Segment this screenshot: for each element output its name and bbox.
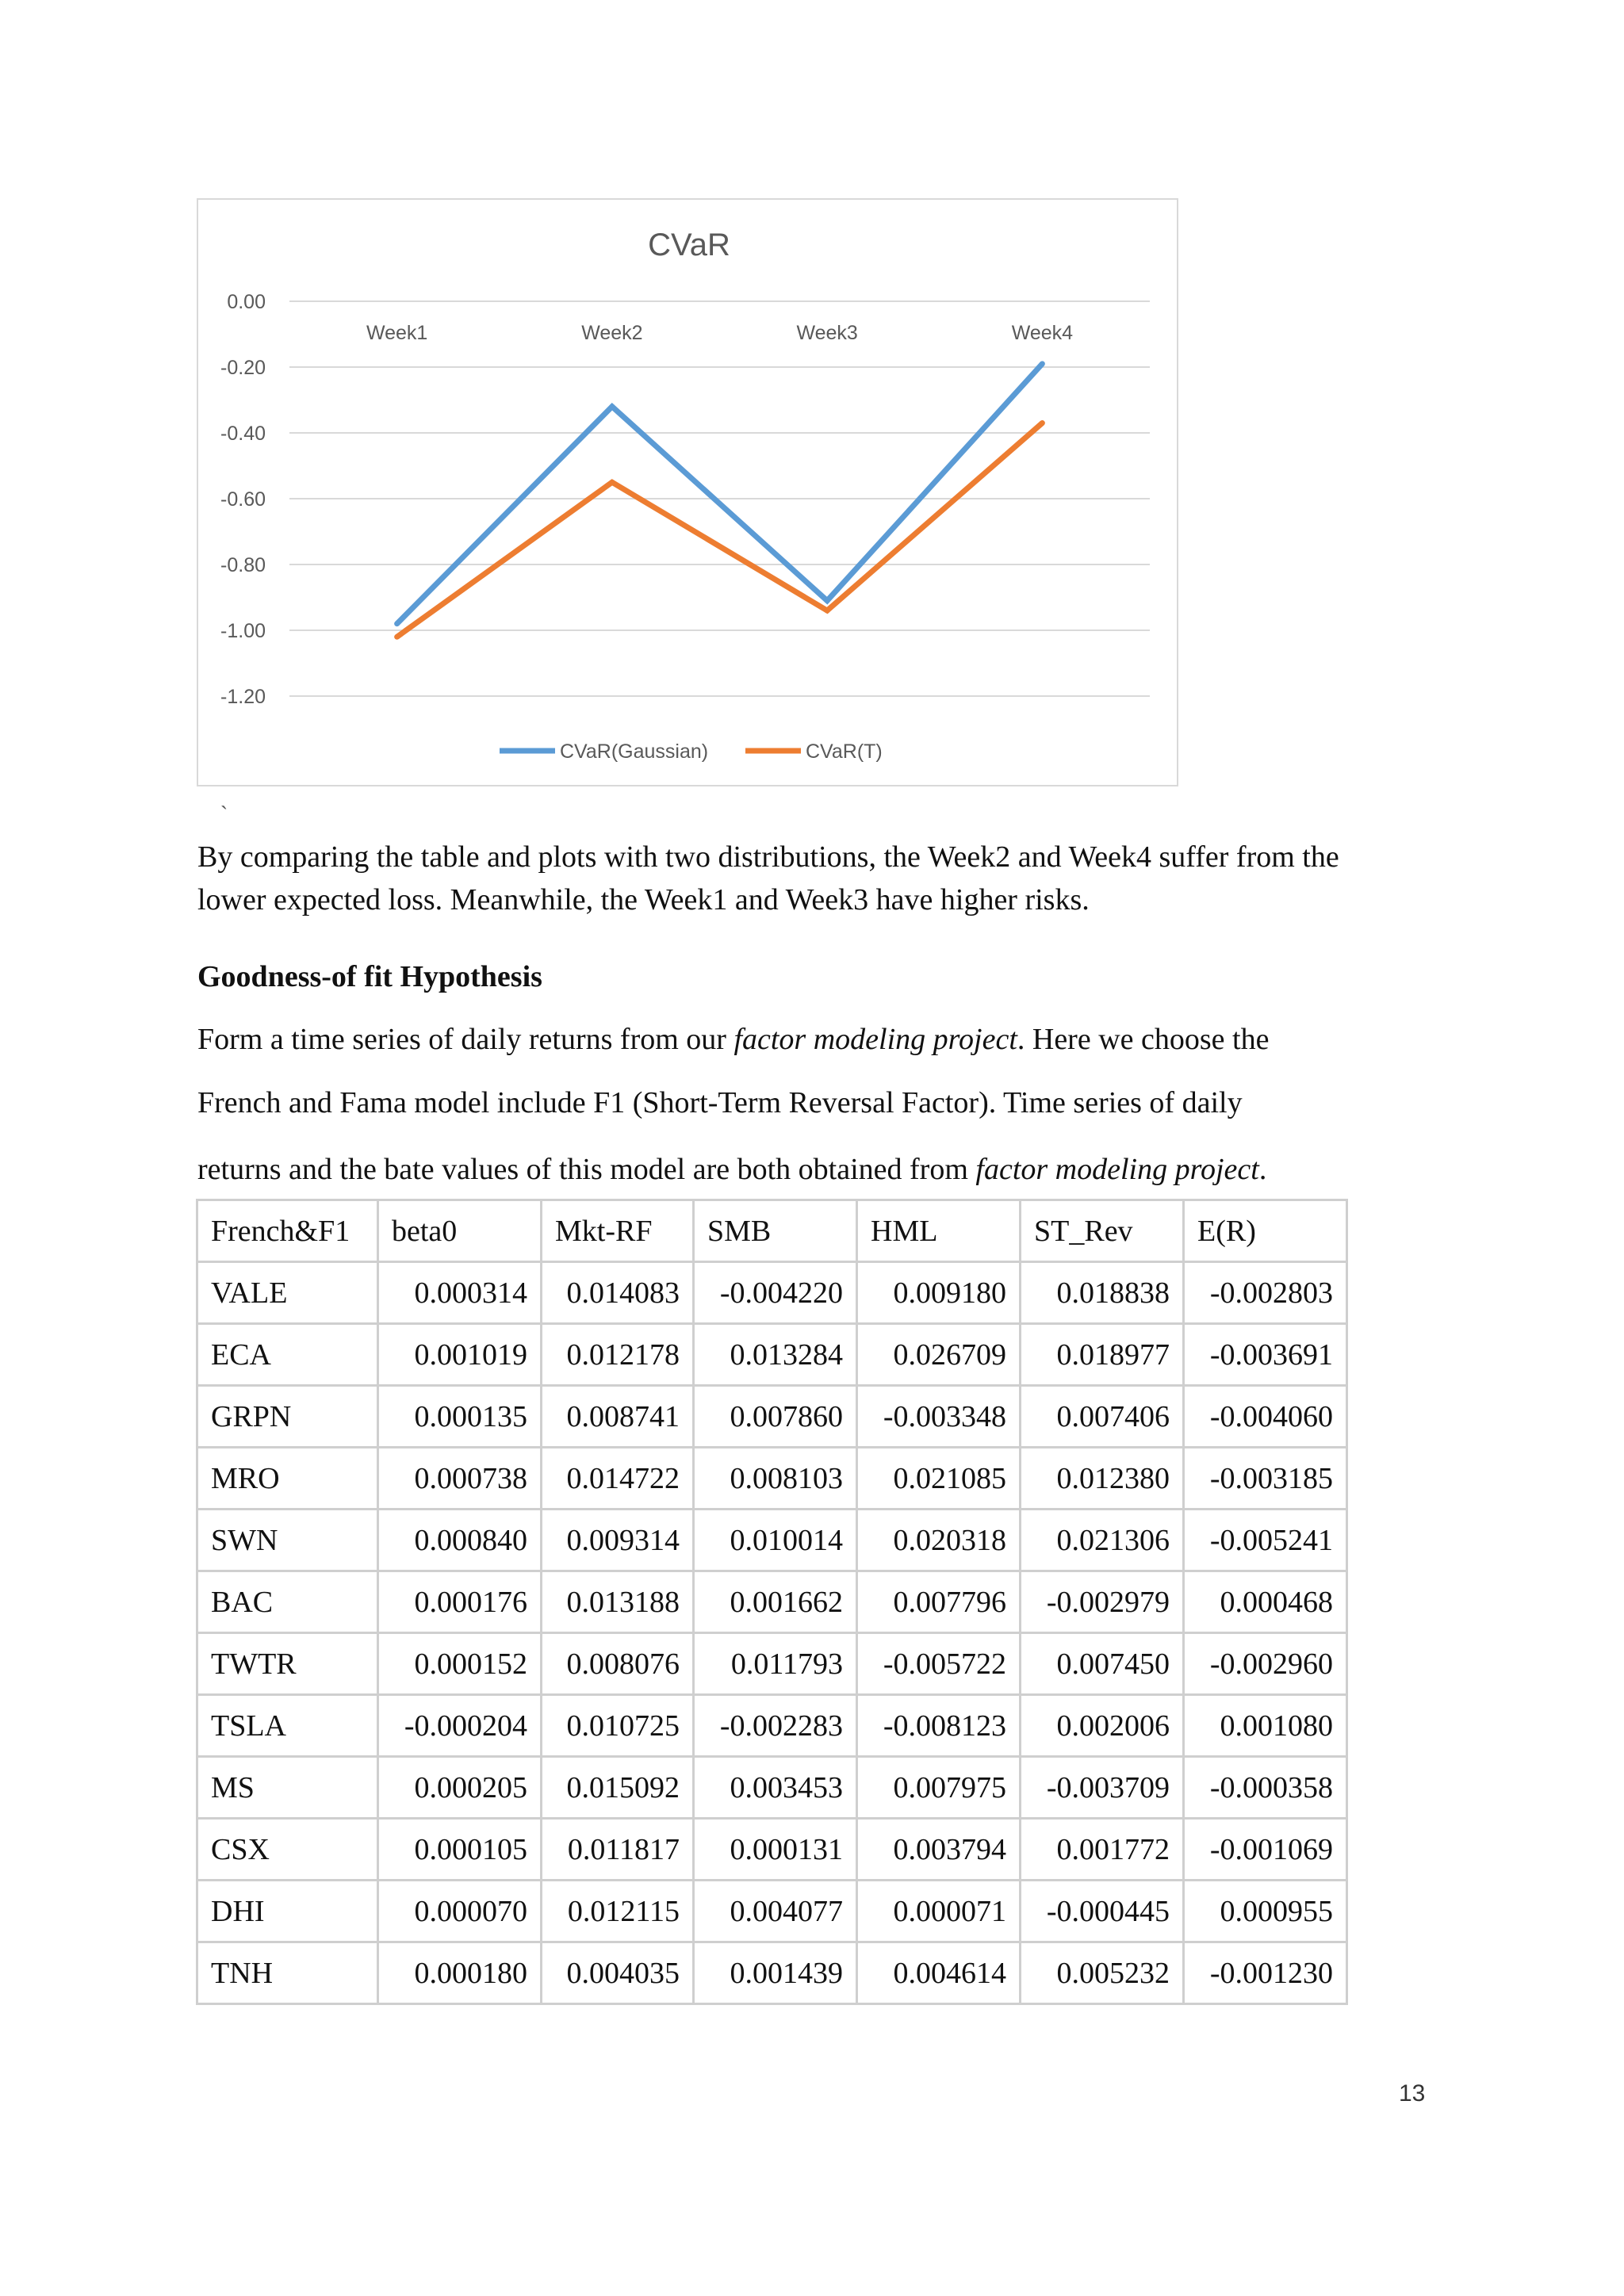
column-header: ST_Rev [1021, 1200, 1184, 1262]
value-cell: 0.003794 [857, 1819, 1021, 1881]
data-point [825, 608, 830, 614]
factor-beta-table [196, 1199, 1348, 2005]
column-header: E(R) [1184, 1200, 1347, 1262]
y-tick-label: -0.40 [220, 423, 266, 445]
value-cell: 0.021306 [1021, 1510, 1184, 1571]
ticker-cell: MS [197, 1757, 378, 1819]
x-tick-label: Week4 [1011, 322, 1074, 344]
comparison-paragraph-line-2: lower expected loss. Meanwhile, the Week1 and Week3 have higher risks. [197, 883, 1090, 916]
value-cell: -0.005241 [1184, 1510, 1347, 1571]
value-cell: 0.000180 [378, 1942, 542, 2004]
body-line-3: returns and the bate values of this model are both obtained from factor modeling project. [197, 1153, 1267, 1186]
data-point [1040, 361, 1045, 366]
data-point [609, 480, 615, 485]
value-cell: 0.026709 [857, 1324, 1021, 1386]
series-line-0 [397, 364, 1043, 624]
stray-mark: ` [220, 802, 228, 827]
value-cell: 0.000176 [378, 1571, 542, 1633]
data-point [394, 634, 400, 640]
cvar-line-chart [198, 200, 1180, 788]
value-cell: -0.002960 [1184, 1633, 1347, 1695]
body-line-1: Form a time series of daily returns from our factor modeling project. Here we choose the [197, 1023, 1270, 1056]
table-row [197, 1819, 1347, 1881]
ticker-cell: MRO [197, 1448, 378, 1510]
value-cell: 0.000135 [378, 1386, 542, 1448]
column-header: beta0 [378, 1200, 542, 1262]
y-tick-label: -1.00 [220, 620, 266, 642]
x-tick-label: Week3 [796, 322, 858, 344]
ticker-cell: SWN [197, 1510, 378, 1571]
value-cell: 0.007860 [694, 1386, 857, 1448]
value-cell: 0.010725 [542, 1695, 694, 1757]
value-cell: 0.005232 [1021, 1942, 1184, 2004]
value-cell: 0.014722 [542, 1448, 694, 1510]
x-tick-label: Week2 [581, 322, 643, 344]
value-cell: 0.012178 [542, 1324, 694, 1386]
value-cell: -0.000445 [1021, 1881, 1184, 1942]
legend-label: CVaR(Gaussian) [560, 740, 709, 763]
series-line-1 [397, 423, 1043, 637]
value-cell: 0.018838 [1021, 1262, 1184, 1324]
value-cell: 0.000205 [378, 1757, 542, 1819]
ticker-cell: TNH [197, 1942, 378, 2004]
value-cell: 0.007406 [1021, 1386, 1184, 1448]
value-cell: -0.004220 [694, 1262, 857, 1324]
page-number: 13 [1399, 2080, 1426, 2107]
column-header: SMB [694, 1200, 857, 1262]
ticker-cell: CSX [197, 1819, 378, 1881]
value-cell: -0.002979 [1021, 1571, 1184, 1633]
value-cell: 0.007450 [1021, 1633, 1184, 1695]
table-row [197, 1757, 1347, 1819]
value-cell: 0.000738 [378, 1448, 542, 1510]
section-heading: Goodness-of fit Hypothesis [197, 960, 542, 993]
value-cell: 0.003453 [694, 1757, 857, 1819]
chart-title: CVaR [648, 228, 730, 262]
ticker-cell: VALE [197, 1262, 378, 1324]
ticker-cell: DHI [197, 1881, 378, 1942]
value-cell: 0.018977 [1021, 1324, 1184, 1386]
value-cell: 0.008076 [542, 1633, 694, 1695]
value-cell: 0.000468 [1184, 1571, 1347, 1633]
value-cell: 0.002006 [1021, 1695, 1184, 1757]
column-header: HML [857, 1200, 1021, 1262]
value-cell: 0.004614 [857, 1942, 1021, 2004]
x-tick-label: Week1 [366, 322, 428, 344]
comparison-paragraph-line-1: By comparing the table and plots with two distributions, the Week2 and Week4 suffer from the [197, 840, 1339, 874]
value-cell: 0.001662 [694, 1571, 857, 1633]
data-point [825, 598, 830, 603]
table-row [197, 1633, 1347, 1695]
value-cell: -0.005722 [857, 1633, 1021, 1695]
y-tick-label: -0.20 [220, 357, 266, 379]
table-row [197, 1262, 1347, 1324]
value-cell: -0.000358 [1184, 1757, 1347, 1819]
value-cell: 0.014083 [542, 1262, 694, 1324]
value-cell: 0.004077 [694, 1881, 857, 1942]
value-cell: 0.001019 [378, 1324, 542, 1386]
value-cell: 0.013284 [694, 1324, 857, 1386]
table-row [197, 1571, 1347, 1633]
y-tick-label: -1.20 [220, 686, 266, 708]
value-cell: -0.002803 [1184, 1262, 1347, 1324]
value-cell: 0.001080 [1184, 1695, 1347, 1757]
value-cell: 0.020318 [857, 1510, 1021, 1571]
ticker-cell: TSLA [197, 1695, 378, 1757]
ticker-cell: ECA [197, 1324, 378, 1386]
value-cell: -0.003709 [1021, 1757, 1184, 1819]
value-cell: -0.004060 [1184, 1386, 1347, 1448]
value-cell: 0.000105 [378, 1819, 542, 1881]
ticker-cell: BAC [197, 1571, 378, 1633]
value-cell: 0.010014 [694, 1510, 857, 1571]
value-cell: 0.001439 [694, 1942, 857, 2004]
value-cell: 0.009180 [857, 1262, 1021, 1324]
value-cell: 0.008741 [542, 1386, 694, 1448]
ticker-cell: GRPN [197, 1386, 378, 1448]
value-cell: 0.000955 [1184, 1881, 1347, 1942]
value-cell: 0.000131 [694, 1819, 857, 1881]
value-cell: -0.003691 [1184, 1324, 1347, 1386]
table-row [197, 1510, 1347, 1571]
value-cell: 0.008103 [694, 1448, 857, 1510]
value-cell: -0.003185 [1184, 1448, 1347, 1510]
data-point [394, 621, 400, 626]
table-row [197, 1386, 1347, 1448]
value-cell: 0.015092 [542, 1757, 694, 1819]
value-cell: -0.003348 [857, 1386, 1021, 1448]
cvar-chart-frame [197, 198, 1178, 786]
value-cell: -0.008123 [857, 1695, 1021, 1757]
value-cell: -0.001230 [1184, 1942, 1347, 2004]
y-tick-label: 0.00 [227, 291, 266, 313]
y-tick-label: -0.80 [220, 554, 266, 576]
table-row [197, 1324, 1347, 1386]
value-cell: 0.000314 [378, 1262, 542, 1324]
data-point [609, 404, 615, 409]
value-cell: 0.009314 [542, 1510, 694, 1571]
value-cell: -0.001069 [1184, 1819, 1347, 1881]
value-cell: 0.000840 [378, 1510, 542, 1571]
y-tick-label: -0.60 [220, 488, 266, 511]
value-cell: 0.000070 [378, 1881, 542, 1942]
value-cell: 0.012380 [1021, 1448, 1184, 1510]
value-cell: 0.007975 [857, 1757, 1021, 1819]
value-cell: 0.001772 [1021, 1819, 1184, 1881]
value-cell: 0.000071 [857, 1881, 1021, 1942]
value-cell: 0.021085 [857, 1448, 1021, 1510]
table-header-row [197, 1200, 1347, 1262]
value-cell: 0.011817 [542, 1819, 694, 1881]
table-row [197, 1448, 1347, 1510]
value-cell: -0.002283 [694, 1695, 857, 1757]
column-header: Mkt-RF [542, 1200, 694, 1262]
value-cell: 0.004035 [542, 1942, 694, 2004]
value-cell: 0.007796 [857, 1571, 1021, 1633]
table-row [197, 1695, 1347, 1757]
value-cell: -0.000204 [378, 1695, 542, 1757]
value-cell: 0.011793 [694, 1633, 857, 1695]
value-cell: 0.012115 [542, 1881, 694, 1942]
legend-label: CVaR(T) [806, 740, 883, 763]
table-row [197, 1881, 1347, 1942]
data-point [1040, 420, 1045, 426]
value-cell: 0.000152 [378, 1633, 542, 1695]
value-cell: 0.013188 [542, 1571, 694, 1633]
body-line-2: French and Fama model include F1 (Short-Term Reversal Factor). Time series of daily [197, 1086, 1243, 1119]
column-header: French&F1 [197, 1200, 378, 1262]
ticker-cell: TWTR [197, 1633, 378, 1695]
table-row [197, 1942, 1347, 2004]
